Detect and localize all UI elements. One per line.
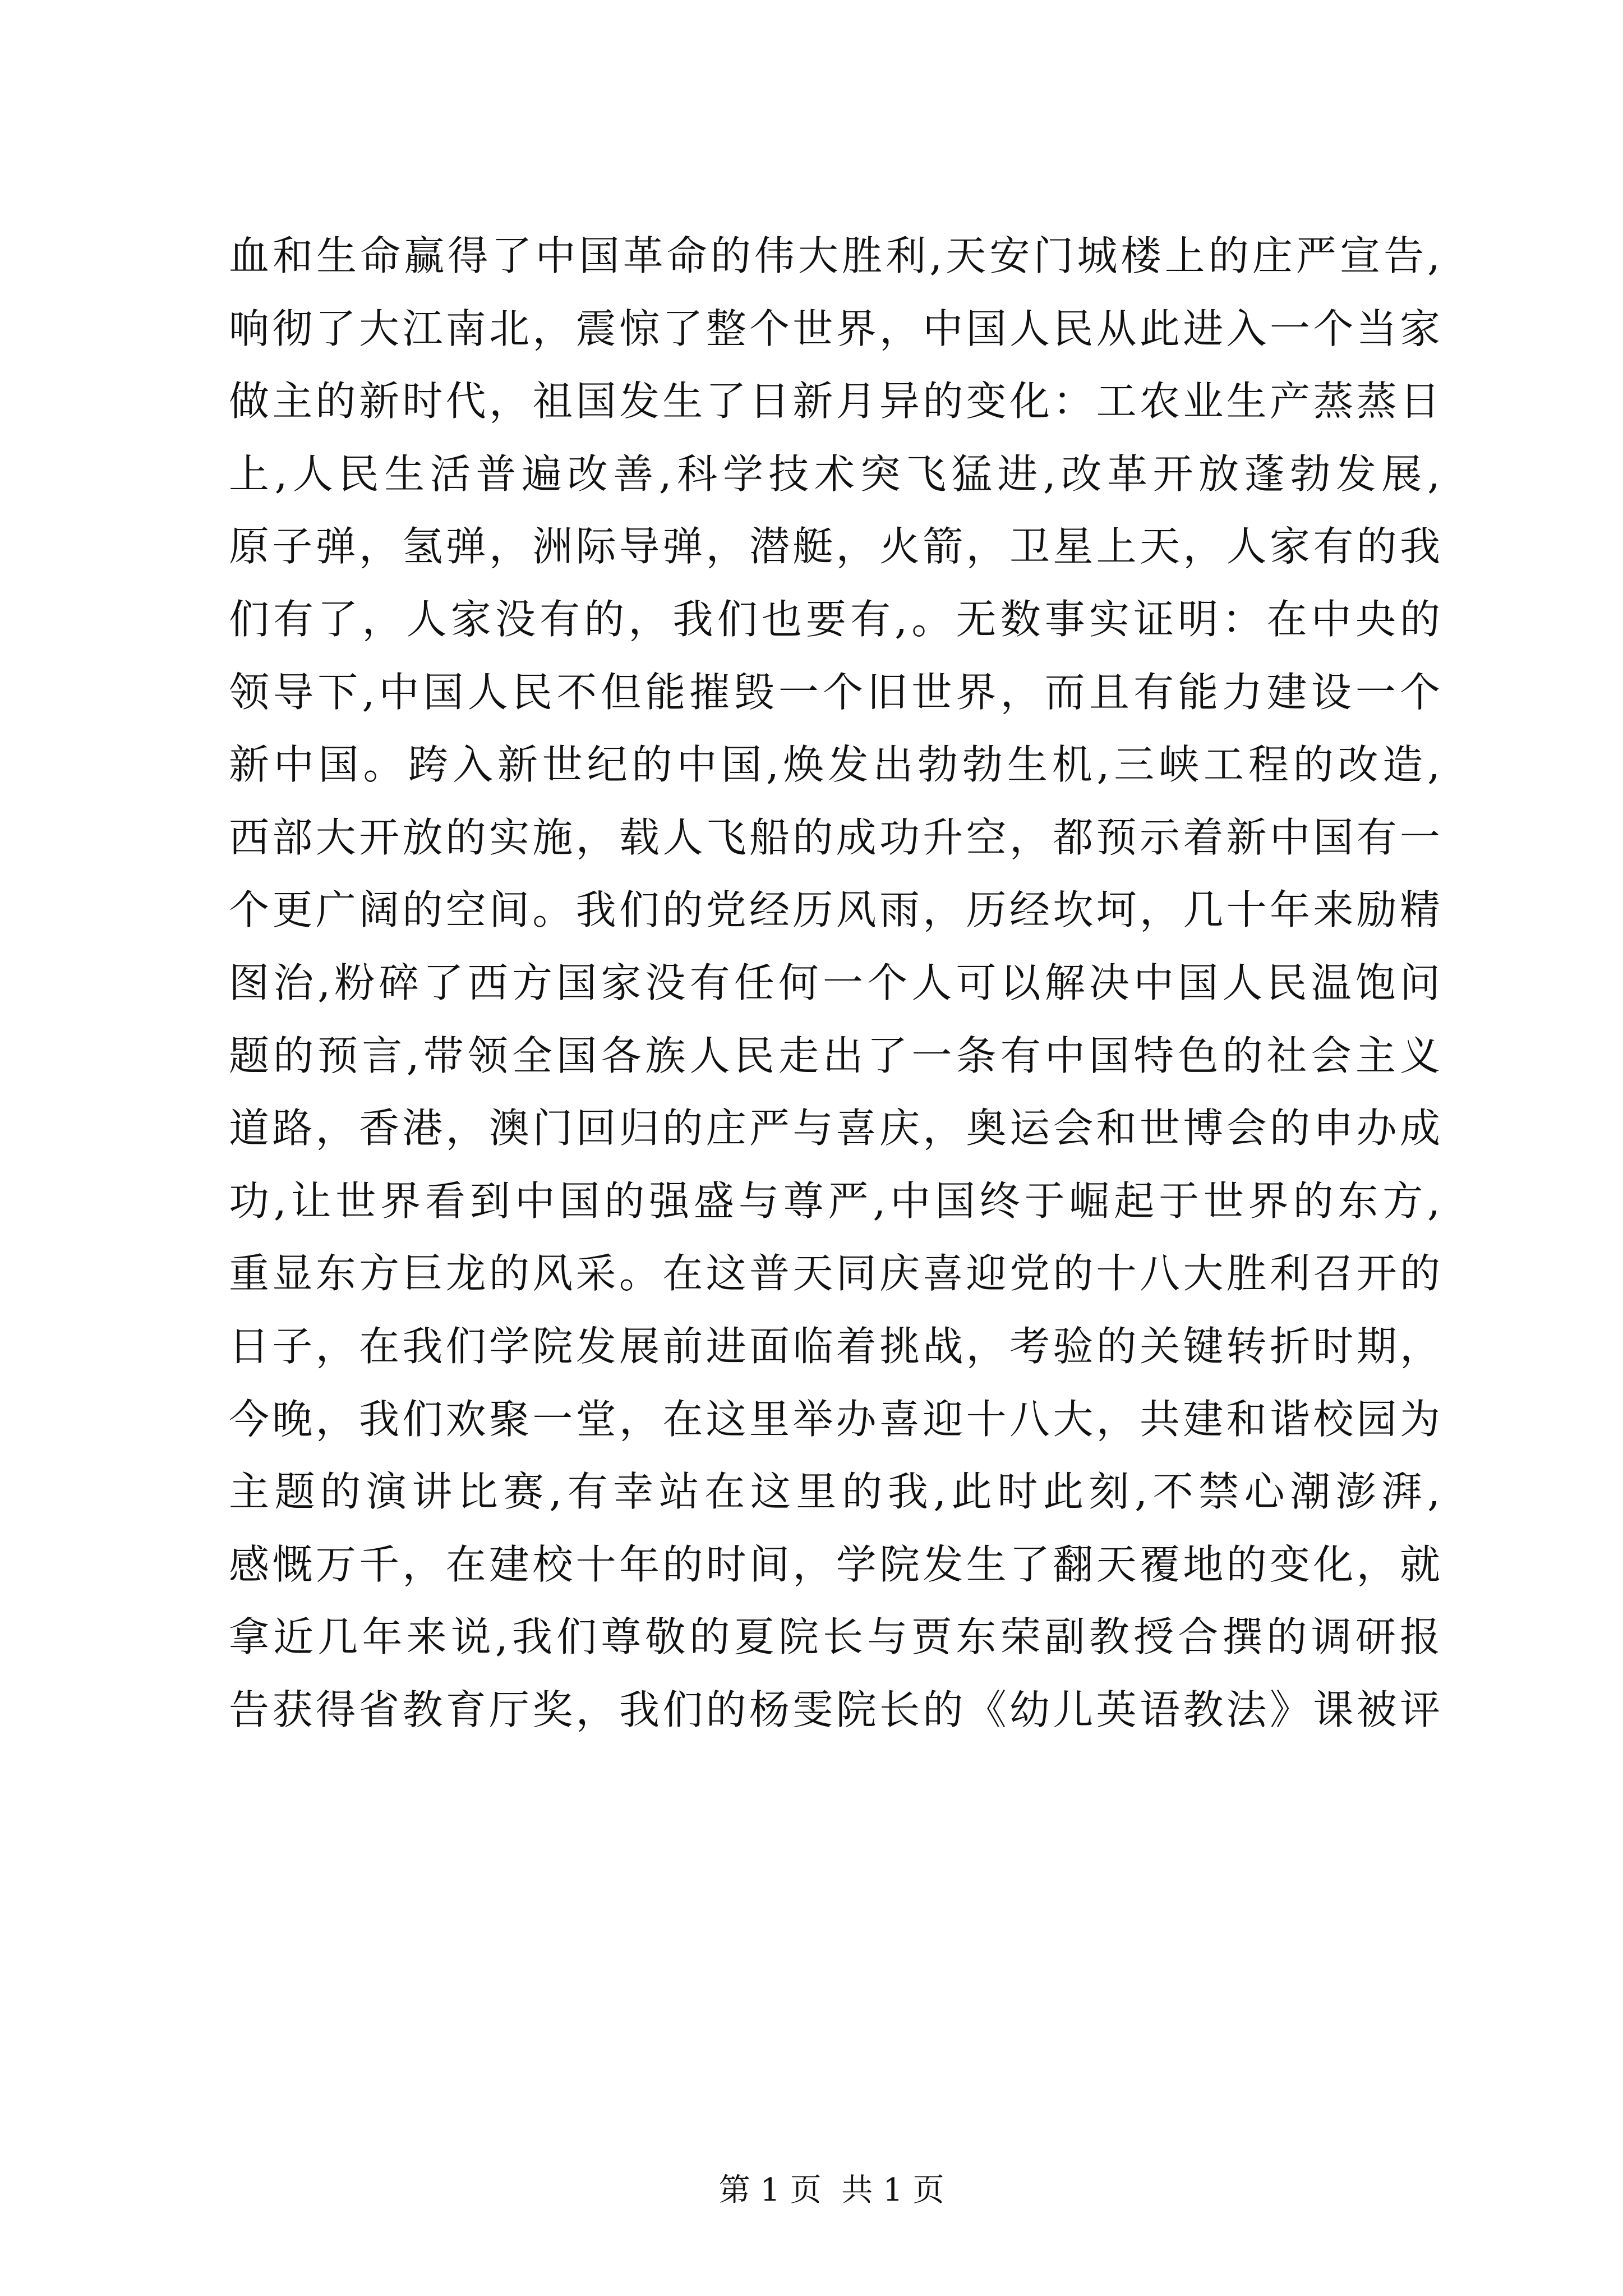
text-line: 重显东方巨龙的风采。在这普天同庆喜迎党的十八大胜利召开的 [229, 1250, 1440, 1297]
text-line: 个更广阔的空间。我们的党经历风雨，历经坎坷，几十年来励精 [229, 886, 1440, 934]
body-text [229, 220, 1440, 1746]
text-line: 日子，在我们学院发展前进面临着挑战，考验的关键转折时期， [229, 1322, 1440, 1370]
text-line: 功,让世界看到中国的强盛与尊严,中国终于崛起于世界的东方, [229, 1177, 1440, 1225]
text-line: 拿近几年来说,我们尊敬的夏院长与贾东荣副教授合撰的调研报 [229, 1613, 1440, 1661]
page-footer [0, 2132, 1623, 2249]
text-line: 响彻了大江南北，震惊了整个世界，中国人民从此进入一个当家 [229, 305, 1440, 352]
text-line: 们有了，人家没有的，我们也要有,。无数事实证明：在中央的 [229, 595, 1440, 643]
text-line: 领导下,中国人民不但能摧毁一个旧世界，而且有能力建设一个 [229, 668, 1440, 716]
text-line: 题的预言,带领全国各族人民走出了一条有中国特色的社会主义 [229, 1032, 1440, 1079]
text-line: 上,人民生活普遍改善,科学技术突飞猛进,改革开放蓬勃发展, [229, 450, 1440, 498]
text-line: 道路，香港，澳门回归的庄严与喜庆，奥运会和世博会的申办成 [229, 1105, 1440, 1152]
text-line: 感慨万千，在建校十年的时间，学院发生了翻天覆地的变化，就 [229, 1540, 1440, 1588]
text-line: 新中国。跨入新世纪的中国,焕发出勃勃生机,三峡工程的改造, [229, 741, 1440, 789]
text-line: 今晚，我们欢聚一堂，在这里举办喜迎十八大，共建和谐校园为 [229, 1395, 1440, 1443]
page-number: 第 1 页 共 1 页 [718, 2172, 944, 2208]
text-line: 告获得省教育厅奖，我们的杨雯院长的《幼儿英语教法》课被评 [229, 1686, 1440, 1733]
text-line: 主题的演讲比赛,有幸站在这里的我,此时此刻,不禁心潮澎湃, [229, 1468, 1440, 1516]
text-line: 血和生命赢得了中国革命的伟大胜利,天安门城楼上的庄严宣告, [229, 232, 1440, 279]
text-line: 西部大开放的实施，载人飞船的成功升空，都预示着新中国有一 [229, 813, 1440, 861]
text-line: 做主的新时代，祖国发生了日新月异的变化：工农业生产蒸蒸日 [229, 378, 1440, 425]
text-line: 图治,粉碎了西方国家没有任何一个人可以解决中国人民温饱问 [229, 959, 1440, 1006]
text-line: 原子弹，氢弹，洲际导弹，潜艇，火箭，卫星上天，人家有的我 [229, 523, 1440, 570]
